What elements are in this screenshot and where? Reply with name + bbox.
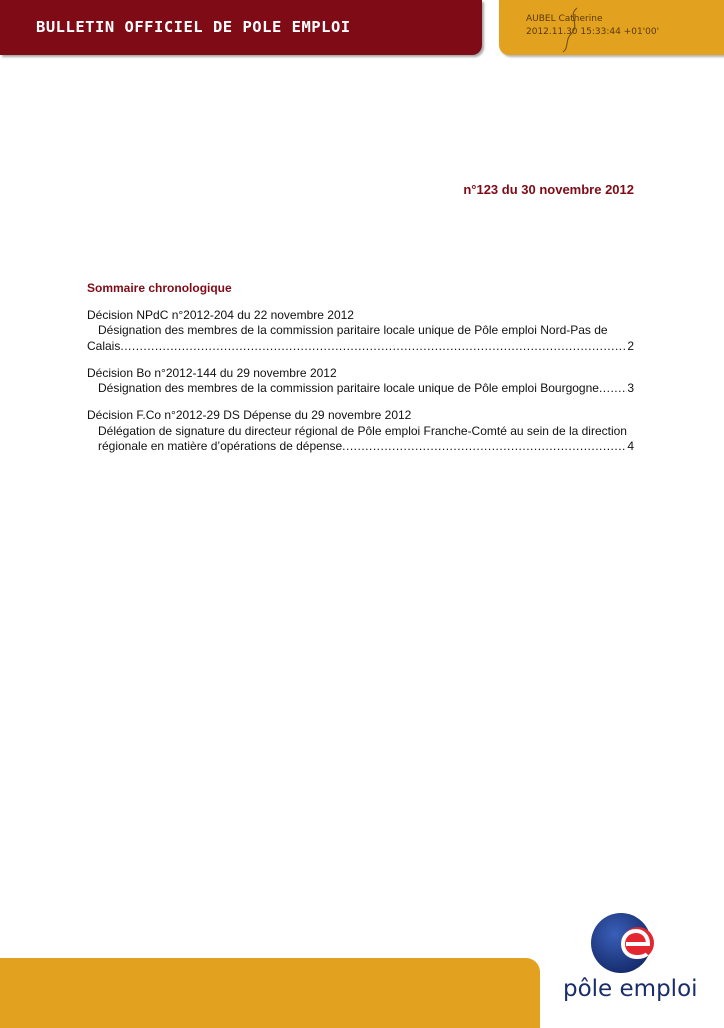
signature-scribble: [559, 4, 589, 54]
entry-page-number: 3: [627, 381, 634, 396]
toc-entry[interactable]: [87, 308, 634, 354]
leader-dots: [599, 381, 627, 396]
bulletin-title: BULLETIN OFFICIEL DE POLE EMPLOI: [36, 18, 351, 36]
leader-dots: [120, 339, 627, 354]
toc-entry[interactable]: [87, 408, 634, 454]
logo-word-pole: pôle: [563, 976, 613, 1002]
entry-page-number: 2: [627, 338, 634, 353]
leader-dots: [342, 439, 627, 454]
toc-title: Sommaire chronologique: [87, 281, 232, 295]
entry-page-number: 4: [627, 439, 634, 454]
digital-signature-box: [499, 0, 724, 55]
entry-heading: Décision F.Co n°2012-29 DS Dépense du 29 novembre 2012: [87, 408, 412, 423]
entry-description-end: régionale en matière d’opérations de dépense: [98, 439, 343, 454]
table-of-contents: [87, 308, 634, 466]
entry-leader-line: [98, 381, 634, 396]
entry-description-line: Désignation des membres de la commission paritaire locale unique de Pôle emploi Bourgogne: [98, 381, 599, 396]
logo-wordmark: [563, 976, 698, 1002]
logo-word-emploi: emploi: [619, 976, 698, 1002]
entry-description-line: Désignation des membres de la commission paritaire locale unique de Pôle emploi Nord-Pas de: [98, 323, 608, 338]
entry-heading: Décision Bo n°2012-144 du 29 novembre 2012: [87, 365, 337, 380]
entry-description-line: Délégation de signature du directeur régional de Pôle emploi Franche-Comté au sein de la direction: [98, 423, 627, 438]
issue-number: n°123 du 30 novembre 2012: [463, 182, 634, 197]
entry-heading: Décision NPdC n°2012-204 du 22 novembre 2012: [87, 308, 354, 322]
header-banner: [0, 0, 482, 55]
toc-entry[interactable]: [87, 366, 634, 397]
signature-date: 2012.11.30 15:33:44 +01'00': [526, 27, 660, 37]
entry-leader-line: [98, 439, 634, 454]
footer-banner: [0, 958, 540, 1028]
entry-description-end: Calais: [87, 338, 121, 353]
signature-name: AUBEL Catherine: [526, 14, 603, 24]
entry-leader-line: [87, 339, 634, 354]
